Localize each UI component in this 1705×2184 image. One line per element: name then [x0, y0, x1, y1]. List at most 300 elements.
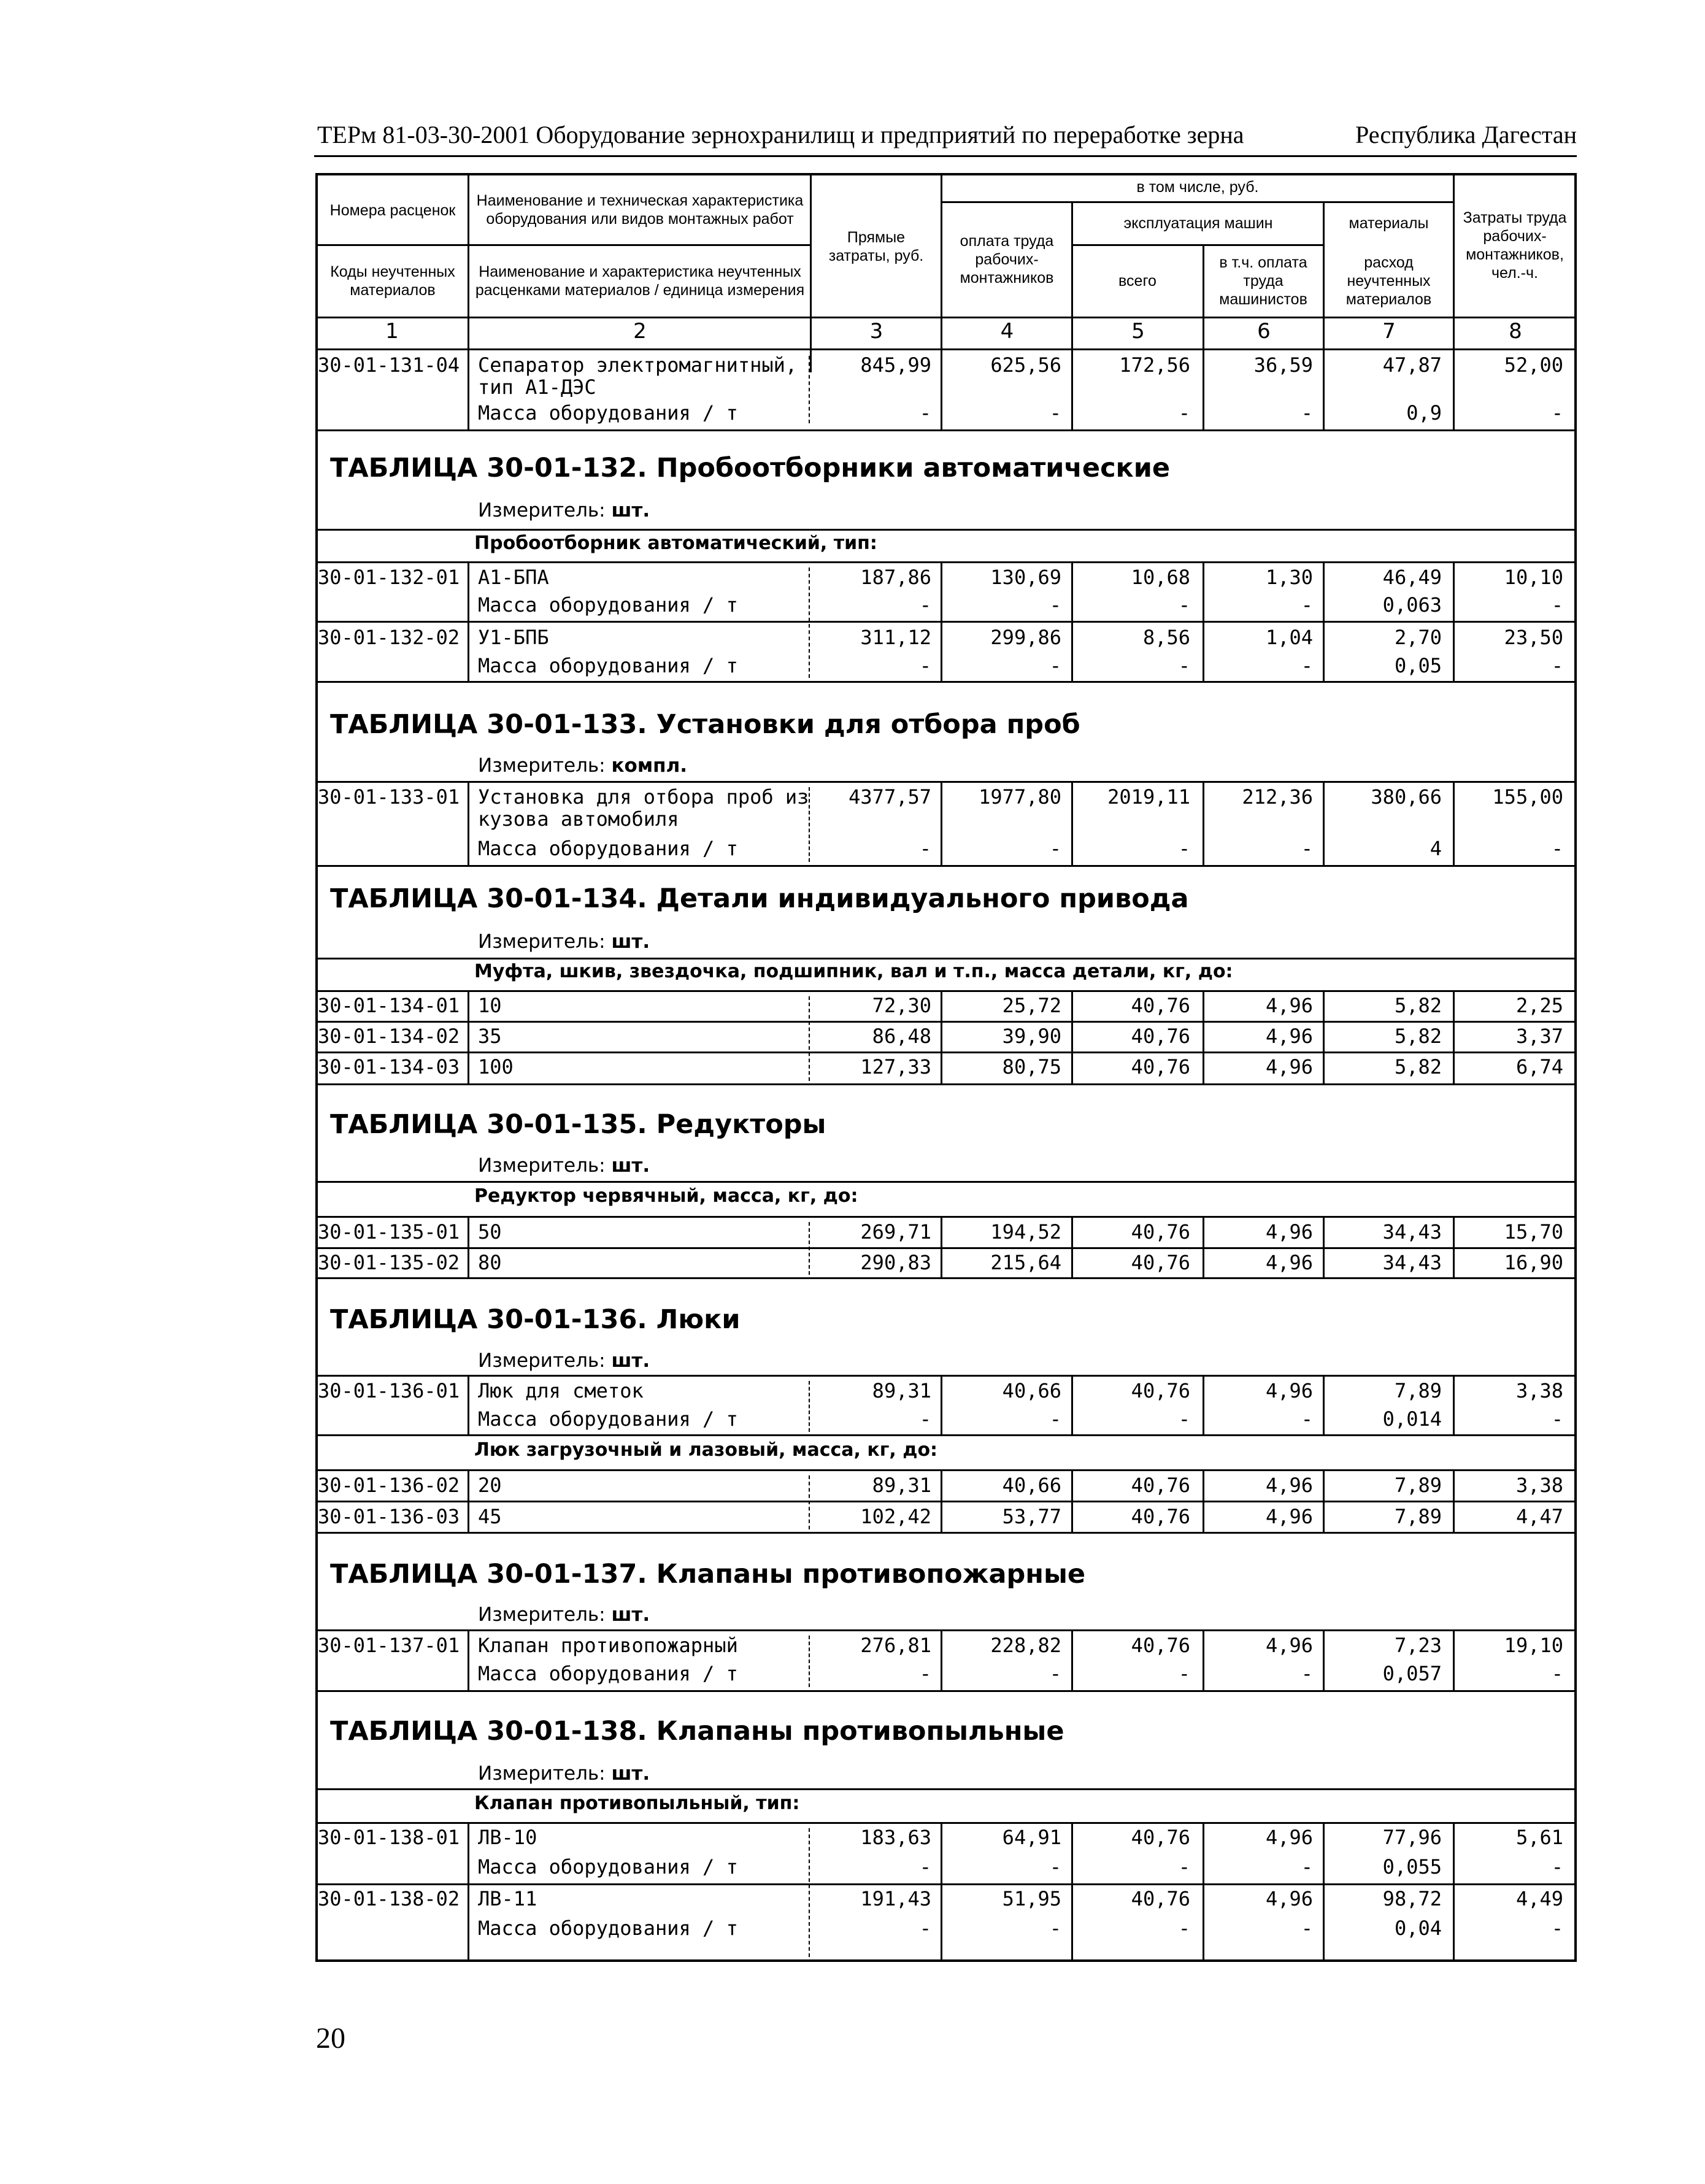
- dashed-separator: [809, 1475, 810, 1529]
- row-rule: [315, 1690, 1577, 1692]
- col-divider: [1453, 990, 1455, 1083]
- value-cell-7: 47,87: [1382, 353, 1442, 377]
- mass-value-3: -: [919, 401, 931, 425]
- col-divider: [1323, 781, 1325, 865]
- group-heading: Пробоотборник автоматический, тип:: [474, 533, 877, 554]
- value-cell-7: 77,96: [1382, 1826, 1442, 1849]
- mass-value-3: -: [919, 1917, 931, 1940]
- rate-code: 30-01-136-01: [318, 1379, 460, 1402]
- measure-label: Измеритель:: [478, 755, 606, 777]
- item-name: 20: [478, 1474, 502, 1497]
- mass-value-3: -: [919, 1855, 931, 1878]
- mass-value-8: -: [1551, 401, 1563, 425]
- value-cell-3: 269,71: [860, 1220, 931, 1244]
- item-name: Установка для отбора проб из: [478, 785, 809, 809]
- measure-label: Измеритель:: [478, 1763, 606, 1785]
- row-rule: [315, 1532, 1577, 1534]
- value-cell-6: 4,96: [1265, 994, 1313, 1017]
- group-heading: Редуктор червячный, масса, кг, до:: [474, 1185, 858, 1207]
- value-cell-4: 130,69: [990, 566, 1061, 589]
- value-cell-7: 380,66: [1371, 785, 1442, 809]
- mass-label: Масса оборудования / т: [478, 401, 738, 425]
- value-cell-5: 40,76: [1131, 1505, 1190, 1528]
- mass-label: Масса оборудования / т: [478, 837, 738, 860]
- value-cell-8: 4,49: [1515, 1887, 1563, 1910]
- measure-unit: [478, 499, 650, 521]
- item-name: кузова автомобиля: [478, 807, 679, 831]
- mass-value-7: 0,057: [1382, 1662, 1442, 1685]
- measure-unit-value: шт.: [611, 1155, 650, 1177]
- col-divider: [468, 990, 469, 1083]
- value-cell-3: 187,86: [860, 566, 931, 589]
- col-divider: [941, 990, 942, 1083]
- value-cell-8: 52,00: [1504, 353, 1563, 377]
- row-rule: [315, 1181, 1577, 1183]
- value-cell-7: 7,89: [1394, 1474, 1442, 1497]
- mass-value-6: -: [1301, 1855, 1313, 1878]
- value-cell-3: 290,83: [860, 1251, 931, 1274]
- col-divider: [468, 348, 469, 429]
- table-title: ТАБЛИЦА 30-01-135. Редукторы: [330, 1109, 826, 1140]
- mass-value-7: 4: [1430, 837, 1442, 860]
- row-rule: [315, 1021, 1577, 1023]
- col1-subheader: Коды неучтенных материалов: [330, 263, 455, 299]
- item-name: У1-БПБ: [478, 626, 549, 649]
- table-title: ТАБЛИЦА 30-01-133. Установки для отбора проб: [330, 709, 1080, 740]
- dashed-separator: [809, 996, 810, 1081]
- measure-label: Измеритель:: [478, 1350, 606, 1372]
- machines-labor-header: в т.ч. оплата труда машинистов: [1219, 254, 1307, 308]
- value-cell-6: 212,36: [1242, 785, 1313, 809]
- measure-unit-value: компл.: [611, 755, 688, 777]
- value-cell-3: 127,33: [860, 1055, 931, 1079]
- col2-header: Наименование и техническая характеристика оборудования или видов монтажных работ: [476, 192, 804, 228]
- item-name: 100: [478, 1055, 514, 1079]
- value-cell-3: 89,31: [872, 1379, 931, 1402]
- mass-label: Масса оборудования / т: [478, 1407, 738, 1431]
- rate-code: 30-01-132-02: [318, 626, 460, 649]
- value-cell-4: 228,82: [990, 1634, 1061, 1657]
- value-cell-5: 40,76: [1131, 994, 1190, 1017]
- value-cell-6: 4,96: [1265, 1025, 1313, 1048]
- mass-value-4: -: [1049, 593, 1061, 617]
- value-cell-5: 40,76: [1131, 1474, 1190, 1497]
- materials-sub-header: расход неучтенных материалов: [1345, 254, 1432, 308]
- mass-value-5: -: [1178, 1662, 1190, 1685]
- measure-unit: [478, 1763, 650, 1785]
- group-heading: Клапан противопыльный, тип:: [474, 1793, 800, 1814]
- mass-label: Масса оборудования / т: [478, 593, 738, 617]
- rate-code: 30-01-131-04: [318, 353, 460, 377]
- value-cell-7: 34,43: [1382, 1220, 1442, 1244]
- value-cell-6: 36,59: [1253, 353, 1313, 377]
- rate-code: 30-01-137-01: [318, 1634, 460, 1657]
- column-number: 8: [1509, 319, 1522, 344]
- mass-value-7: 0,9: [1406, 401, 1442, 425]
- measure-label: Измеритель:: [478, 1604, 606, 1626]
- value-cell-5: 8,56: [1142, 626, 1190, 649]
- value-cell-5: 40,76: [1131, 1025, 1190, 1048]
- table-title: ТАБЛИЦА 30-01-136. Люки: [330, 1304, 741, 1335]
- col-divider: [1453, 1216, 1455, 1277]
- running-header-title: ТЕРм 81-03-30-2001 Оборудование зернохранилищ и предприятий по переработке зерна: [317, 121, 1244, 148]
- col1-header: Номера расценок: [329, 202, 456, 219]
- measure-unit-value: шт.: [611, 931, 650, 953]
- rate-code: 30-01-135-01: [318, 1220, 460, 1244]
- mass-value-5: -: [1178, 837, 1190, 860]
- col-divider: [1203, 781, 1204, 865]
- col-divider: [468, 781, 469, 865]
- col-divider: [468, 1822, 469, 1959]
- col-divider: [1453, 348, 1455, 429]
- mass-value-7: 0,014: [1382, 1407, 1442, 1431]
- value-cell-4: 215,64: [990, 1251, 1061, 1274]
- value-cell-5: 40,76: [1131, 1055, 1190, 1079]
- col-divider: [1203, 348, 1204, 429]
- rate-code: 30-01-135-02: [318, 1251, 460, 1274]
- value-cell-4: 80,75: [1002, 1055, 1061, 1079]
- column-number: 1: [385, 319, 399, 344]
- header-divider: [315, 317, 1577, 318]
- mass-value-5: -: [1178, 1917, 1190, 1940]
- value-cell-8: 15,70: [1504, 1220, 1563, 1244]
- rate-code: 30-01-134-03: [318, 1055, 460, 1079]
- value-cell-6: 4,96: [1265, 1634, 1313, 1657]
- mass-value-6: -: [1301, 593, 1313, 617]
- value-cell-3: 845,99: [860, 353, 931, 377]
- rate-code: 30-01-138-01: [318, 1826, 460, 1849]
- mass-value-8: -: [1551, 593, 1563, 617]
- value-cell-7: 2,70: [1394, 626, 1442, 649]
- measure-unit: [478, 1604, 650, 1626]
- col-divider: [1453, 1375, 1455, 1434]
- value-cell-5: 40,76: [1131, 1826, 1190, 1849]
- mass-value-4: -: [1049, 654, 1061, 677]
- item-name: 35: [478, 1025, 502, 1048]
- item-name: 80: [478, 1251, 502, 1274]
- row-rule: [315, 429, 1577, 431]
- mass-value-7: 0,055: [1382, 1855, 1442, 1878]
- measure-unit: [478, 755, 687, 777]
- value-cell-7: 5,82: [1394, 994, 1442, 1017]
- value-cell-3: 102,42: [860, 1505, 931, 1528]
- mass-value-8: -: [1551, 1917, 1563, 1940]
- value-cell-5: 10,68: [1131, 566, 1190, 589]
- rate-code: 30-01-136-03: [318, 1505, 460, 1528]
- value-cell-4: 25,72: [1002, 994, 1061, 1017]
- value-cell-8: 10,10: [1504, 566, 1563, 589]
- header-divider: [1071, 244, 1323, 246]
- value-cell-4: 64,91: [1002, 1826, 1061, 1849]
- measure-label: Измеритель:: [478, 499, 606, 521]
- value-cell-4: 40,66: [1002, 1379, 1061, 1402]
- running-header-region: Республика Дагестан: [1355, 121, 1577, 148]
- item-name: 50: [478, 1220, 502, 1244]
- dashed-separator: [809, 1828, 810, 1957]
- row-rule: [315, 1083, 1577, 1085]
- row-rule: [315, 1788, 1577, 1790]
- column-number: 5: [1131, 319, 1145, 344]
- mass-value-3: -: [919, 654, 931, 677]
- item-name: ЛВ-10: [478, 1826, 537, 1849]
- col-divider: [1323, 990, 1325, 1083]
- group-heading: Люк загрузочный и лазовый, масса, кг, до:: [474, 1439, 938, 1461]
- table-title: ТАБЛИЦА 30-01-134. Детали индивидуального привода: [330, 883, 1189, 914]
- row-rule: [315, 865, 1577, 867]
- mass-value-4: -: [1049, 1662, 1061, 1685]
- value-cell-5: 40,76: [1131, 1634, 1190, 1657]
- col-divider: [1071, 1375, 1073, 1434]
- mass-value-5: -: [1178, 1855, 1190, 1878]
- table-title: ТАБЛИЦА 30-01-132. Пробоотборники автоматические: [330, 453, 1171, 483]
- mass-value-4: -: [1049, 1855, 1061, 1878]
- item-name: 45: [478, 1505, 502, 1528]
- table-title: ТАБЛИЦА 30-01-137. Клапаны противопожарные: [330, 1559, 1086, 1590]
- value-cell-4: 53,77: [1002, 1505, 1061, 1528]
- value-cell-8: 23,50: [1504, 626, 1563, 649]
- rate-code: 30-01-134-01: [318, 994, 460, 1017]
- mass-value-8: -: [1551, 654, 1563, 677]
- value-cell-6: 1,30: [1265, 566, 1313, 589]
- mass-value-3: -: [919, 593, 931, 617]
- col3-header: Прямые затраты, руб.: [828, 229, 924, 264]
- value-cell-3: 72,30: [872, 994, 931, 1017]
- value-cell-3: 311,12: [860, 626, 931, 649]
- value-cell-6: 4,96: [1265, 1251, 1313, 1274]
- value-cell-8: 3,38: [1515, 1474, 1563, 1497]
- machines-total-header: всего: [1118, 272, 1157, 290]
- mass-value-8: -: [1551, 1855, 1563, 1878]
- mass-value-6: -: [1301, 1662, 1313, 1685]
- mass-value-5: -: [1178, 593, 1190, 617]
- measure-label: Измеритель:: [478, 931, 606, 953]
- measure-unit-value: шт.: [611, 499, 650, 521]
- col-divider: [1323, 1629, 1325, 1690]
- header-divider: [315, 244, 810, 246]
- machines-header: эксплуатация машин: [1123, 215, 1273, 232]
- col-divider: [941, 1822, 942, 1959]
- mass-value-4: -: [1049, 1917, 1061, 1940]
- column-number: 3: [869, 319, 883, 344]
- value-cell-3: 89,31: [872, 1474, 931, 1497]
- mass-value-8: -: [1551, 1407, 1563, 1431]
- mass-value-6: -: [1301, 654, 1313, 677]
- dashed-separator: [809, 567, 810, 678]
- mass-value-5: -: [1178, 1407, 1190, 1431]
- value-cell-7: 46,49: [1382, 566, 1442, 589]
- dashed-separator: [809, 356, 810, 423]
- col-divider: [1071, 348, 1073, 429]
- labor-header: оплата труда рабочих-монтажников: [960, 233, 1054, 286]
- value-cell-3: 276,81: [860, 1634, 931, 1657]
- col-divider: [468, 1375, 469, 1434]
- value-cell-4: 51,95: [1002, 1887, 1061, 1910]
- col-divider: [941, 1629, 942, 1690]
- item-name: ЛВ-11: [478, 1887, 537, 1910]
- value-cell-5: 40,76: [1131, 1220, 1190, 1244]
- column-number: 4: [1000, 319, 1014, 344]
- value-cell-7: 7,89: [1394, 1505, 1442, 1528]
- item-name: 10: [478, 994, 502, 1017]
- mass-value-8: -: [1551, 1662, 1563, 1685]
- mass-value-4: -: [1049, 401, 1061, 425]
- row-rule: [315, 529, 1577, 531]
- rate-code: 30-01-134-02: [318, 1025, 460, 1048]
- col-divider: [1453, 1629, 1455, 1690]
- row-rule: [315, 1052, 1577, 1053]
- value-cell-3: 86,48: [872, 1025, 931, 1048]
- value-cell-7: 7,23: [1394, 1634, 1442, 1657]
- item-name: Сепаратор электромагнитный,: [478, 353, 798, 377]
- mass-value-4: -: [1049, 1407, 1061, 1431]
- value-cell-8: 6,74: [1515, 1055, 1563, 1079]
- measure-unit-value: шт.: [611, 1350, 650, 1372]
- group-heading: Муфта, шкив, звездочка, подшипник, вал и т.п., масса детали, кг, до:: [474, 961, 1233, 982]
- col-divider: [1323, 1822, 1325, 1959]
- col-divider: [1453, 781, 1455, 865]
- rate-code: 30-01-136-02: [318, 1474, 460, 1497]
- dashed-separator: [809, 1381, 810, 1432]
- value-cell-7: 98,72: [1382, 1887, 1442, 1910]
- value-cell-5: 40,76: [1131, 1379, 1190, 1402]
- measure-unit-value: шт.: [611, 1763, 650, 1785]
- value-cell-7: 5,82: [1394, 1055, 1442, 1079]
- value-cell-5: 172,56: [1119, 353, 1190, 377]
- value-cell-6: 4,96: [1265, 1826, 1313, 1849]
- value-cell-3: 4377,57: [849, 785, 931, 809]
- value-cell-4: 194,52: [990, 1220, 1061, 1244]
- value-cell-5: 40,76: [1131, 1887, 1190, 1910]
- value-cell-6: 4,96: [1265, 1887, 1313, 1910]
- measure-label: Измеритель:: [478, 1155, 606, 1177]
- col-divider: [1203, 1375, 1204, 1434]
- value-cell-7: 5,82: [1394, 1025, 1442, 1048]
- rate-code: 30-01-133-01: [318, 785, 460, 809]
- col-divider: [1323, 1216, 1325, 1277]
- mass-label: Масса оборудования / т: [478, 1917, 738, 1940]
- mass-value-3: -: [919, 837, 931, 860]
- col-divider: [941, 781, 942, 865]
- row-rule: [315, 1277, 1577, 1279]
- measure-unit: [478, 1350, 650, 1372]
- col-divider: [1071, 201, 1073, 372]
- value-cell-5: 40,76: [1131, 1251, 1190, 1274]
- col-divider: [468, 1216, 469, 1277]
- col-divider: [1203, 1216, 1204, 1277]
- value-cell-6: 4,96: [1265, 1220, 1313, 1244]
- value-cell-8: 4,47: [1515, 1505, 1563, 1528]
- mass-label: Масса оборудования / т: [478, 1855, 738, 1878]
- measure-unit: [478, 931, 650, 953]
- value-cell-6: 4,96: [1265, 1474, 1313, 1497]
- mass-value-3: -: [919, 1662, 931, 1685]
- value-cell-6: 4,96: [1265, 1379, 1313, 1402]
- item-name: Клапан противопожарный: [478, 1634, 738, 1657]
- value-cell-4: 299,86: [990, 626, 1061, 649]
- value-cell-7: 34,43: [1382, 1251, 1442, 1274]
- item-name: А1-БПА: [478, 566, 549, 589]
- mass-value-6: -: [1301, 837, 1313, 860]
- col-divider: [1071, 1629, 1073, 1690]
- col-divider: [1453, 1822, 1455, 1959]
- mass-value-6: -: [1301, 1407, 1313, 1431]
- header-rule: [314, 155, 1577, 157]
- value-cell-4: 39,90: [1002, 1025, 1061, 1048]
- col-divider: [1323, 201, 1325, 372]
- value-cell-6: 4,96: [1265, 1055, 1313, 1079]
- value-cell-3: 183,63: [860, 1826, 931, 1849]
- value-cell-6: 4,96: [1265, 1505, 1313, 1528]
- col-divider: [941, 1216, 942, 1277]
- col-divider: [1203, 990, 1204, 1083]
- table-title: ТАБЛИЦА 30-01-138. Клапаны противопыльные: [330, 1716, 1064, 1747]
- col-divider: [1323, 1375, 1325, 1434]
- rate-code: 30-01-138-02: [318, 1887, 460, 1910]
- value-cell-8: 155,00: [1492, 785, 1563, 809]
- in-total-header: в том числе, руб.: [1136, 179, 1259, 196]
- col-divider: [1071, 1822, 1073, 1959]
- mass-value-7: 0,063: [1382, 593, 1442, 617]
- col-divider: [1203, 1629, 1204, 1690]
- col-divider: [1323, 348, 1325, 429]
- mass-value-6: -: [1301, 401, 1313, 425]
- value-cell-8: 16,90: [1504, 1251, 1563, 1274]
- mass-value-7: 0,04: [1394, 1917, 1442, 1940]
- value-cell-4: 40,66: [1002, 1474, 1061, 1497]
- col-divider: [941, 1375, 942, 1434]
- value-cell-8: 3,37: [1515, 1025, 1563, 1048]
- header-divider: [315, 348, 1577, 350]
- value-cell-6: 1,04: [1265, 626, 1313, 649]
- rate-code: 30-01-132-01: [318, 566, 460, 589]
- value-cell-8: 2,25: [1515, 994, 1563, 1017]
- row-rule: [315, 621, 1577, 623]
- col-divider: [941, 348, 942, 429]
- row-rule: [315, 1434, 1577, 1436]
- value-cell-8: 19,10: [1504, 1634, 1563, 1657]
- page-number: 20: [316, 2022, 345, 2055]
- mass-value-6: -: [1301, 1917, 1313, 1940]
- value-cell-7: 7,89: [1394, 1379, 1442, 1402]
- row-rule: [315, 958, 1577, 959]
- measure-unit: [478, 1155, 650, 1177]
- row-rule: [315, 681, 1577, 683]
- mass-value-7: 0,05: [1394, 654, 1442, 677]
- column-number: 6: [1257, 319, 1271, 344]
- materials-header: материалы: [1349, 215, 1429, 232]
- mass-value-8: -: [1551, 837, 1563, 860]
- value-cell-4: 1977,80: [979, 785, 1061, 809]
- mass-label: Масса оборудования / т: [478, 654, 738, 677]
- mass-label: Масса оборудования / т: [478, 1662, 738, 1685]
- col-divider: [1071, 990, 1073, 1083]
- labor-cost-header: Затраты труда рабочих-монтажников, чел.-ч.: [1463, 209, 1567, 282]
- value-cell-4: 625,56: [990, 353, 1061, 377]
- measure-unit-value: шт.: [611, 1604, 650, 1626]
- mass-value-3: -: [919, 1407, 931, 1431]
- col2-subheader: Наименование и характеристика неучтенных расценками материалов / единица измерения: [475, 263, 805, 299]
- col-divider: [468, 1629, 469, 1690]
- header-divider: [941, 201, 1453, 203]
- mass-value-5: -: [1178, 401, 1190, 425]
- item-name: Люк для сметок: [478, 1379, 644, 1402]
- value-cell-8: 5,61: [1515, 1826, 1563, 1849]
- col-divider: [1203, 1822, 1204, 1959]
- column-number: 2: [633, 319, 647, 344]
- column-number: 7: [1382, 319, 1396, 344]
- col-divider: [1071, 1216, 1073, 1277]
- mass-value-5: -: [1178, 654, 1190, 677]
